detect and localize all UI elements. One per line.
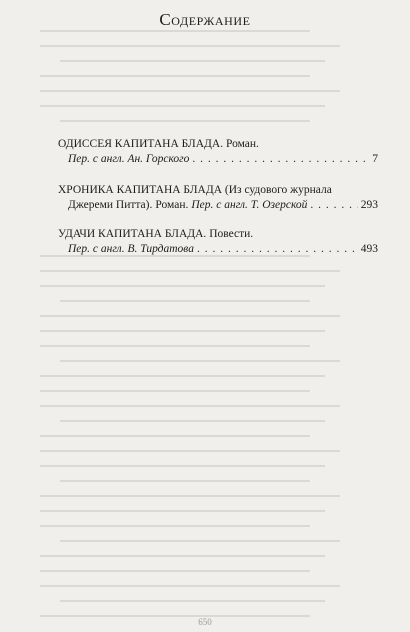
show-through-line (40, 270, 340, 272)
toc-entry-2-translator: Пер. с англ. Т. Озерской (191, 199, 308, 211)
show-through-line (40, 90, 340, 92)
show-through-line (40, 345, 310, 347)
show-through-line (60, 420, 325, 422)
show-through-line (40, 405, 340, 407)
show-through-line (40, 555, 325, 557)
show-through-line (40, 30, 310, 32)
toc-entry-1-title-line (58, 137, 378, 152)
show-through-line (40, 375, 325, 377)
show-through-line (60, 60, 325, 62)
toc-entry-3-sub (58, 242, 378, 257)
show-through-line (40, 525, 310, 527)
show-through-line (40, 465, 325, 467)
toc-entry-1-translator: Пер. с англ. Ан. Горского (68, 153, 190, 165)
show-through-line (40, 495, 340, 497)
show-through-line (40, 315, 340, 317)
toc-entry-2-page: 293 (360, 199, 378, 211)
show-through-line (60, 360, 340, 362)
show-through-line (40, 45, 340, 47)
show-through-line (40, 585, 340, 587)
toc-entry-1-page: 7 (372, 153, 378, 165)
show-through-line (40, 510, 325, 512)
show-through-line (60, 540, 340, 542)
show-through-line (40, 285, 325, 287)
toc-entry-3-genre: Повести. (209, 228, 254, 240)
toc-entry-3-title: УДАЧИ КАПИТАНА БЛАДА. (58, 228, 207, 240)
show-through-line (40, 570, 310, 572)
toc-entry-2-title-cont: (Из судового журнала (224, 184, 332, 196)
toc-entry-1-genre: Роман. (225, 138, 259, 150)
show-through-line (40, 435, 310, 437)
page-title: Содержание (159, 10, 251, 29)
toc-entry-1-leader (192, 152, 369, 167)
show-through-text (40, 0, 380, 632)
toc-entry-1-sub (58, 152, 378, 167)
show-through-line (40, 105, 325, 107)
show-through-line (40, 390, 310, 392)
toc-entry-3[interactable] (58, 227, 378, 257)
toc-entry-2[interactable] (58, 183, 378, 213)
toc-entry-3-translator: Пер. с англ. В. Тирдатова (68, 243, 194, 255)
toc-entry-3-leader (197, 242, 358, 257)
show-through-line (40, 75, 310, 77)
show-through-line (40, 450, 340, 452)
show-through-line (60, 300, 310, 302)
show-through-line (60, 600, 325, 602)
show-through-line (60, 480, 310, 482)
toc-entry-1[interactable] (58, 137, 378, 167)
show-through-line (40, 330, 325, 332)
toc-entry-2-title-line (58, 183, 378, 198)
toc-entry-3-page: 493 (360, 243, 378, 255)
toc-entry-2-title: ХРОНИКА КАПИТАНА БЛАДА (58, 184, 223, 196)
toc-entry-1-title: ОДИССЕЯ КАПИТАНА БЛАДА. (58, 138, 224, 150)
toc-entry-2-genre: Роман. (155, 199, 189, 211)
show-through-line (60, 120, 310, 122)
page-folio: 650 (198, 617, 212, 627)
toc-entry-2-title-line2: Джереми Питта). (68, 199, 153, 211)
toc-entry-2-leader (310, 198, 357, 213)
toc-entry-2-sub (58, 198, 378, 213)
toc-entry-3-title-line (58, 227, 378, 242)
